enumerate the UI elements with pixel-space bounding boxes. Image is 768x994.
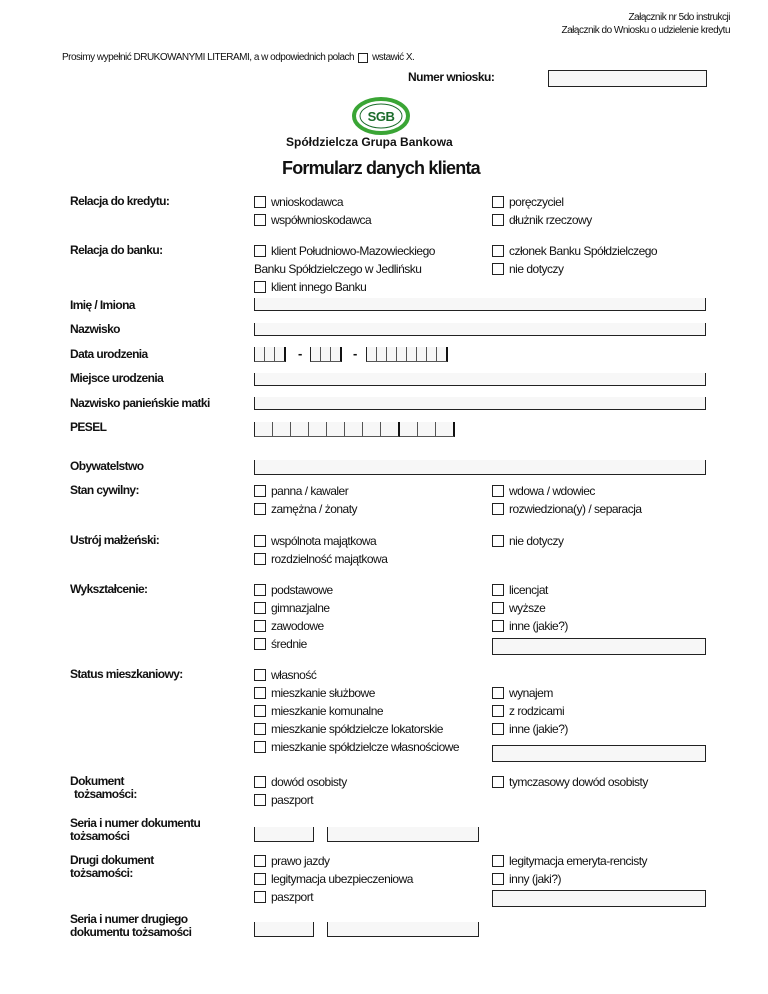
housing-status-label: Status mieszkaniowy:	[70, 667, 183, 681]
id-series-label: Seria i numer dokumentu	[70, 816, 201, 830]
option-higher[interactable]	[492, 600, 545, 616]
checkbox[interactable]	[492, 855, 504, 867]
checkbox[interactable]	[254, 245, 266, 257]
page-title: Formularz danych klienta	[282, 158, 480, 178]
education-other-input[interactable]	[492, 638, 706, 655]
option-other-bank-client[interactable]	[254, 279, 366, 295]
checkbox[interactable]	[254, 602, 266, 614]
option-label: tymczasowy dowód osobisty	[509, 775, 648, 789]
option-co-applicant[interactable]	[254, 212, 371, 228]
option-middle-school[interactable]	[254, 600, 330, 616]
option-label: zawodowe	[271, 619, 324, 633]
option-primary[interactable]	[254, 582, 333, 598]
checkbox[interactable]	[492, 503, 504, 515]
checkbox[interactable]	[254, 687, 266, 699]
id-number-input[interactable]	[327, 827, 479, 842]
credit-relation-label: Relacja do kredytu:	[70, 194, 170, 208]
checkbox[interactable]	[492, 873, 504, 885]
option-guarantor[interactable]	[492, 194, 564, 210]
application-number-input[interactable]	[548, 70, 707, 87]
option-regime-not-applicable[interactable]	[492, 533, 564, 549]
option-label: paszport	[271, 793, 314, 807]
pesel-label: PESEL	[70, 420, 107, 434]
instruction-text: Prosimy wypełnić DRUKOWANYMI LITERAMI, a w odpowiednich polach	[62, 52, 355, 63]
option-label: mieszkanie komunalne	[271, 704, 384, 718]
option-passport[interactable]	[254, 792, 313, 808]
option-label: z rodzicami	[509, 704, 565, 718]
checkbox[interactable]	[254, 485, 266, 497]
checkbox[interactable]	[492, 196, 504, 208]
education-label: Wykształcenie:	[70, 582, 148, 596]
checkbox[interactable]	[254, 584, 266, 596]
option-label: panna / kawaler	[271, 484, 349, 498]
option-label: zamężna / żonaty	[271, 502, 358, 516]
option-service-flat[interactable]	[254, 685, 375, 701]
checkbox[interactable]	[492, 214, 504, 226]
birth-date-label: Data urodzenia	[70, 347, 148, 361]
logo-text: SGB	[367, 109, 395, 124]
option-temporary-id[interactable]	[492, 774, 648, 790]
option-applicant[interactable]	[254, 194, 343, 210]
checkbox[interactable]	[254, 669, 266, 681]
checkbox[interactable]	[492, 620, 504, 632]
checkbox[interactable]	[254, 503, 266, 515]
option-housing-other[interactable]	[492, 721, 568, 737]
checkbox[interactable]	[254, 873, 266, 885]
option-document-other[interactable]	[492, 871, 561, 887]
option-municipal-flat[interactable]	[254, 703, 383, 719]
second-document-label: Drugi dokument	[70, 853, 154, 867]
checkbox[interactable]	[492, 584, 504, 596]
checkbox[interactable]	[254, 723, 266, 735]
option-label: inne (jakie?)	[509, 722, 568, 736]
checkbox[interactable]	[492, 535, 504, 547]
second-series-input[interactable]	[254, 922, 314, 937]
pesel-input[interactable]	[254, 422, 455, 436]
first-name-label: Imię / Imiona	[70, 298, 135, 312]
marital-status-label: Stan cywilny:	[70, 483, 139, 497]
second-series-label-cont: dokumentu tożsamości	[70, 925, 192, 939]
checkbox[interactable]	[254, 535, 266, 547]
option-driving-license[interactable]	[254, 853, 330, 869]
id-series-label-cont: tożsamości	[70, 829, 130, 843]
second-document-label-cont: tożsamości:	[70, 866, 133, 880]
option-label: wspólnota majątkowa	[271, 534, 377, 548]
checkbox[interactable]	[492, 687, 504, 699]
checkbox[interactable]	[254, 855, 266, 867]
option-joint-property[interactable]	[254, 533, 376, 549]
checkbox[interactable]	[254, 638, 266, 650]
property-regime-label: Ustrój małżeński:	[70, 533, 160, 547]
option-label: licencjat	[509, 583, 548, 597]
birth-month-input[interactable]	[310, 347, 342, 361]
birth-year-input[interactable]	[366, 347, 448, 361]
last-name-label: Nazwisko	[70, 322, 120, 336]
checkbox[interactable]	[254, 776, 266, 788]
application-number-label: Numer wniosku:	[408, 70, 495, 84]
option-label: mieszkanie spółdzielcze własnościowe	[271, 740, 460, 754]
checkbox[interactable]	[254, 281, 266, 293]
attachment-note-1: Załącznik nr 5do instrukcji	[628, 12, 730, 23]
option-second-passport[interactable]	[254, 889, 313, 905]
option-single[interactable]	[254, 483, 348, 499]
checkbox[interactable]	[492, 485, 504, 497]
option-label: średnie	[271, 637, 307, 651]
option-label: współwnioskodawca	[271, 213, 372, 227]
option-label: dłużnik rzeczowy	[509, 213, 592, 227]
option-debtor[interactable]	[492, 212, 592, 228]
checkbox[interactable]	[254, 891, 266, 903]
option-label: legitymacja ubezpieczeniowa	[271, 872, 413, 886]
option-label: klient innego Banku	[271, 280, 367, 294]
id-series-input[interactable]	[254, 827, 314, 842]
checkbox[interactable]	[254, 794, 266, 806]
option-label: prawo jazdy	[271, 854, 330, 868]
checkbox[interactable]	[492, 245, 504, 257]
first-name-input[interactable]	[254, 298, 706, 311]
checkbox[interactable]	[492, 602, 504, 614]
option-id-card[interactable]	[254, 774, 347, 790]
option-label: poręczyciel	[509, 195, 564, 209]
checkbox[interactable]	[254, 196, 266, 208]
option-label: nie dotyczy	[509, 262, 564, 276]
date-separator: -	[298, 346, 302, 361]
checkbox[interactable]	[492, 705, 504, 717]
option-label: rozwiedziona(y) / separacja	[509, 502, 642, 516]
birth-place-input[interactable]	[254, 373, 706, 386]
option-ownership[interactable]	[254, 667, 316, 683]
sgb-logo-icon	[350, 96, 412, 136]
option-label: mieszkanie służbowe	[271, 686, 375, 700]
option-label: podstawowe	[271, 583, 333, 597]
option-with-parents[interactable]	[492, 703, 564, 719]
citizenship-input[interactable]	[254, 460, 706, 475]
option-label: mieszkanie spółdzielcze lokatorskie	[271, 722, 443, 736]
attachment-note-2: Załącznik do Wniosku o udzielenie kredytu	[561, 25, 730, 36]
option-label: inne (jakie?)	[509, 619, 568, 633]
option-vocational[interactable]	[254, 618, 324, 634]
checkbox[interactable]	[254, 214, 266, 226]
instruction	[62, 52, 414, 63]
option-label: wynajem	[509, 686, 553, 700]
option-widowed[interactable]	[492, 483, 595, 499]
option-married[interactable]	[254, 501, 357, 517]
option-not-applicable[interactable]	[492, 261, 564, 277]
housing-other-input[interactable]	[492, 745, 706, 762]
option-label: wyższe	[509, 601, 546, 615]
document-other-input[interactable]	[492, 890, 706, 907]
checkbox[interactable]	[492, 723, 504, 735]
option-separate-property[interactable]	[254, 551, 387, 567]
date-separator: -	[353, 346, 357, 361]
bank-name: Spółdzielcza Grupa Bankowa	[286, 135, 453, 149]
id-document-label: Dokument	[70, 774, 124, 788]
id-document-label-cont: tożsamości:	[74, 787, 137, 801]
option-label: wnioskodawca	[271, 195, 344, 209]
checkbox[interactable]	[254, 553, 266, 565]
birth-day-input[interactable]	[254, 347, 286, 361]
option-label: paszport	[271, 890, 314, 904]
option-bank-member[interactable]	[492, 243, 657, 259]
option-rental[interactable]	[492, 685, 553, 701]
mother-maiden-name-input[interactable]	[254, 397, 706, 410]
mother-maiden-name-label: Nazwisko panieńskie matki	[70, 396, 210, 410]
instruction-text-end: wstawić X.	[372, 52, 415, 63]
option-label: rozdzielność majątkowa	[271, 552, 388, 566]
checkbox[interactable]	[254, 705, 266, 717]
checkbox[interactable]	[254, 620, 266, 632]
option-divorced[interactable]	[492, 501, 642, 517]
option-label: własność	[271, 668, 317, 682]
option-coop-tenant-flat[interactable]	[254, 721, 443, 737]
option-insurance-card[interactable]	[254, 871, 413, 887]
citizenship-label: Obywatelstwo	[70, 459, 144, 473]
option-label: inny (jaki?)	[509, 872, 562, 886]
birth-place-label: Miejsce urodzenia	[70, 371, 164, 385]
option-local-bank-client[interactable]	[254, 243, 435, 259]
option-pensioner-card[interactable]	[492, 853, 647, 869]
option-coop-owned-flat[interactable]	[254, 739, 459, 755]
option-label: dowód osobisty	[271, 775, 347, 789]
option-education-other[interactable]	[492, 618, 568, 634]
option-label: gimnazjalne	[271, 601, 330, 615]
checkbox[interactable]	[492, 776, 504, 788]
second-number-input[interactable]	[327, 922, 479, 937]
second-series-label: Seria i numer drugiego	[70, 912, 188, 926]
last-name-input[interactable]	[254, 323, 706, 336]
option-label: wdowa / wdowiec	[509, 484, 595, 498]
checkbox[interactable]	[492, 263, 504, 275]
option-bachelor[interactable]	[492, 582, 548, 598]
option-label: członek Banku Spółdzielczego	[509, 244, 658, 258]
option-label: klient Południowo-Mazowieckiego	[271, 244, 435, 258]
option-secondary[interactable]	[254, 636, 307, 652]
option-label: nie dotyczy	[509, 534, 564, 548]
option-label-continued: Banku Spółdzielczego w Jedlińsku	[254, 262, 422, 276]
checkbox-sample-icon	[358, 53, 368, 63]
option-label: legitymacja emeryta-rencisty	[509, 854, 648, 868]
checkbox[interactable]	[254, 741, 266, 753]
bank-relation-label: Relacja do banku:	[70, 243, 163, 257]
